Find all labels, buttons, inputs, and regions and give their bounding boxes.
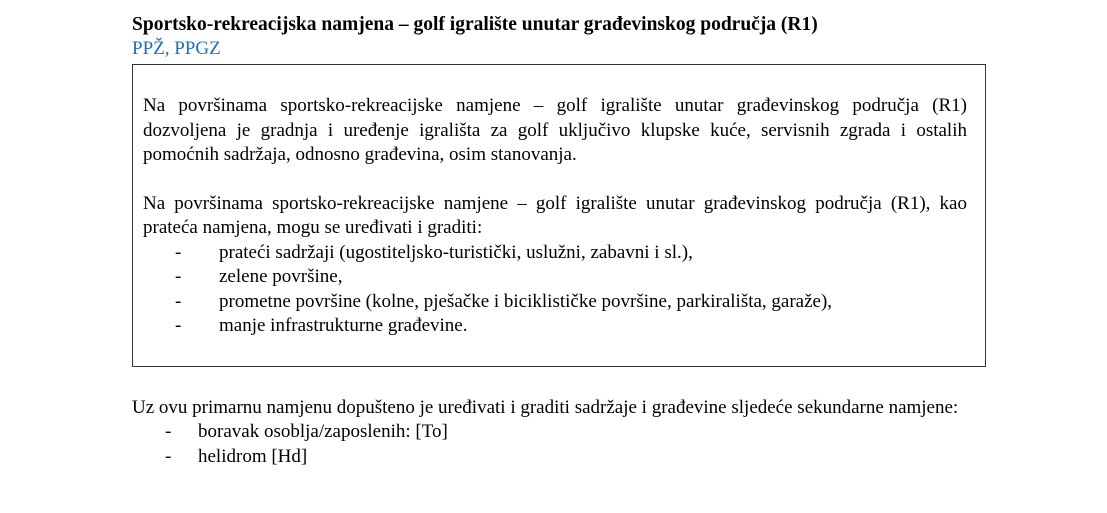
plan-references: PPŽ, PPGZ bbox=[132, 38, 221, 59]
list-item: - zelene površine, bbox=[175, 265, 967, 290]
list-item: - boravak osoblja/zaposlenih: [To] bbox=[165, 420, 1000, 445]
provisions-box bbox=[132, 64, 986, 367]
document-page bbox=[132, 13, 1000, 469]
secondary-uses-list bbox=[132, 420, 1000, 469]
list-item: - prateći sadržaji (ugostiteljsko-turistički, uslužni, zabavni i sl.), bbox=[175, 241, 967, 266]
secondary-uses-intro: Uz ovu primarnu namjenu dopušteno je uređivati i graditi sadržaje i građevine sljedeće sekundarne namjene: bbox=[132, 396, 959, 418]
box-paragraph-2: Na površinama sportsko-rekreacijske namjene – golf igralište unutar građevinskog područja (R1), kao prateća namjena, mogu se uređivati i graditi: bbox=[143, 192, 967, 238]
accompanying-uses-list bbox=[143, 241, 967, 339]
list-item: - prometne površine (kolne, pješačke i biciklističke površine, parkirališta, garaže), bbox=[175, 290, 967, 315]
section-heading: Sportsko-rekreacijska namjena – golf igralište unutar građevinskog područja (R1) bbox=[132, 14, 818, 35]
box-paragraph-1: Na površinama sportsko-rekreacijske namjene – golf igralište unutar građevinskog područja (R1) dozvoljena je gradnja i uređenje igrališta za golf uključivo klupske kuće, servisnih zgrada i ostalih pomoćnih sadržaja, odnosno građevina, osim stanovanja. bbox=[143, 95, 967, 165]
list-item: - manje infrastrukturne građevine. bbox=[175, 314, 967, 339]
list-item: - helidrom [Hd] bbox=[165, 445, 1000, 470]
